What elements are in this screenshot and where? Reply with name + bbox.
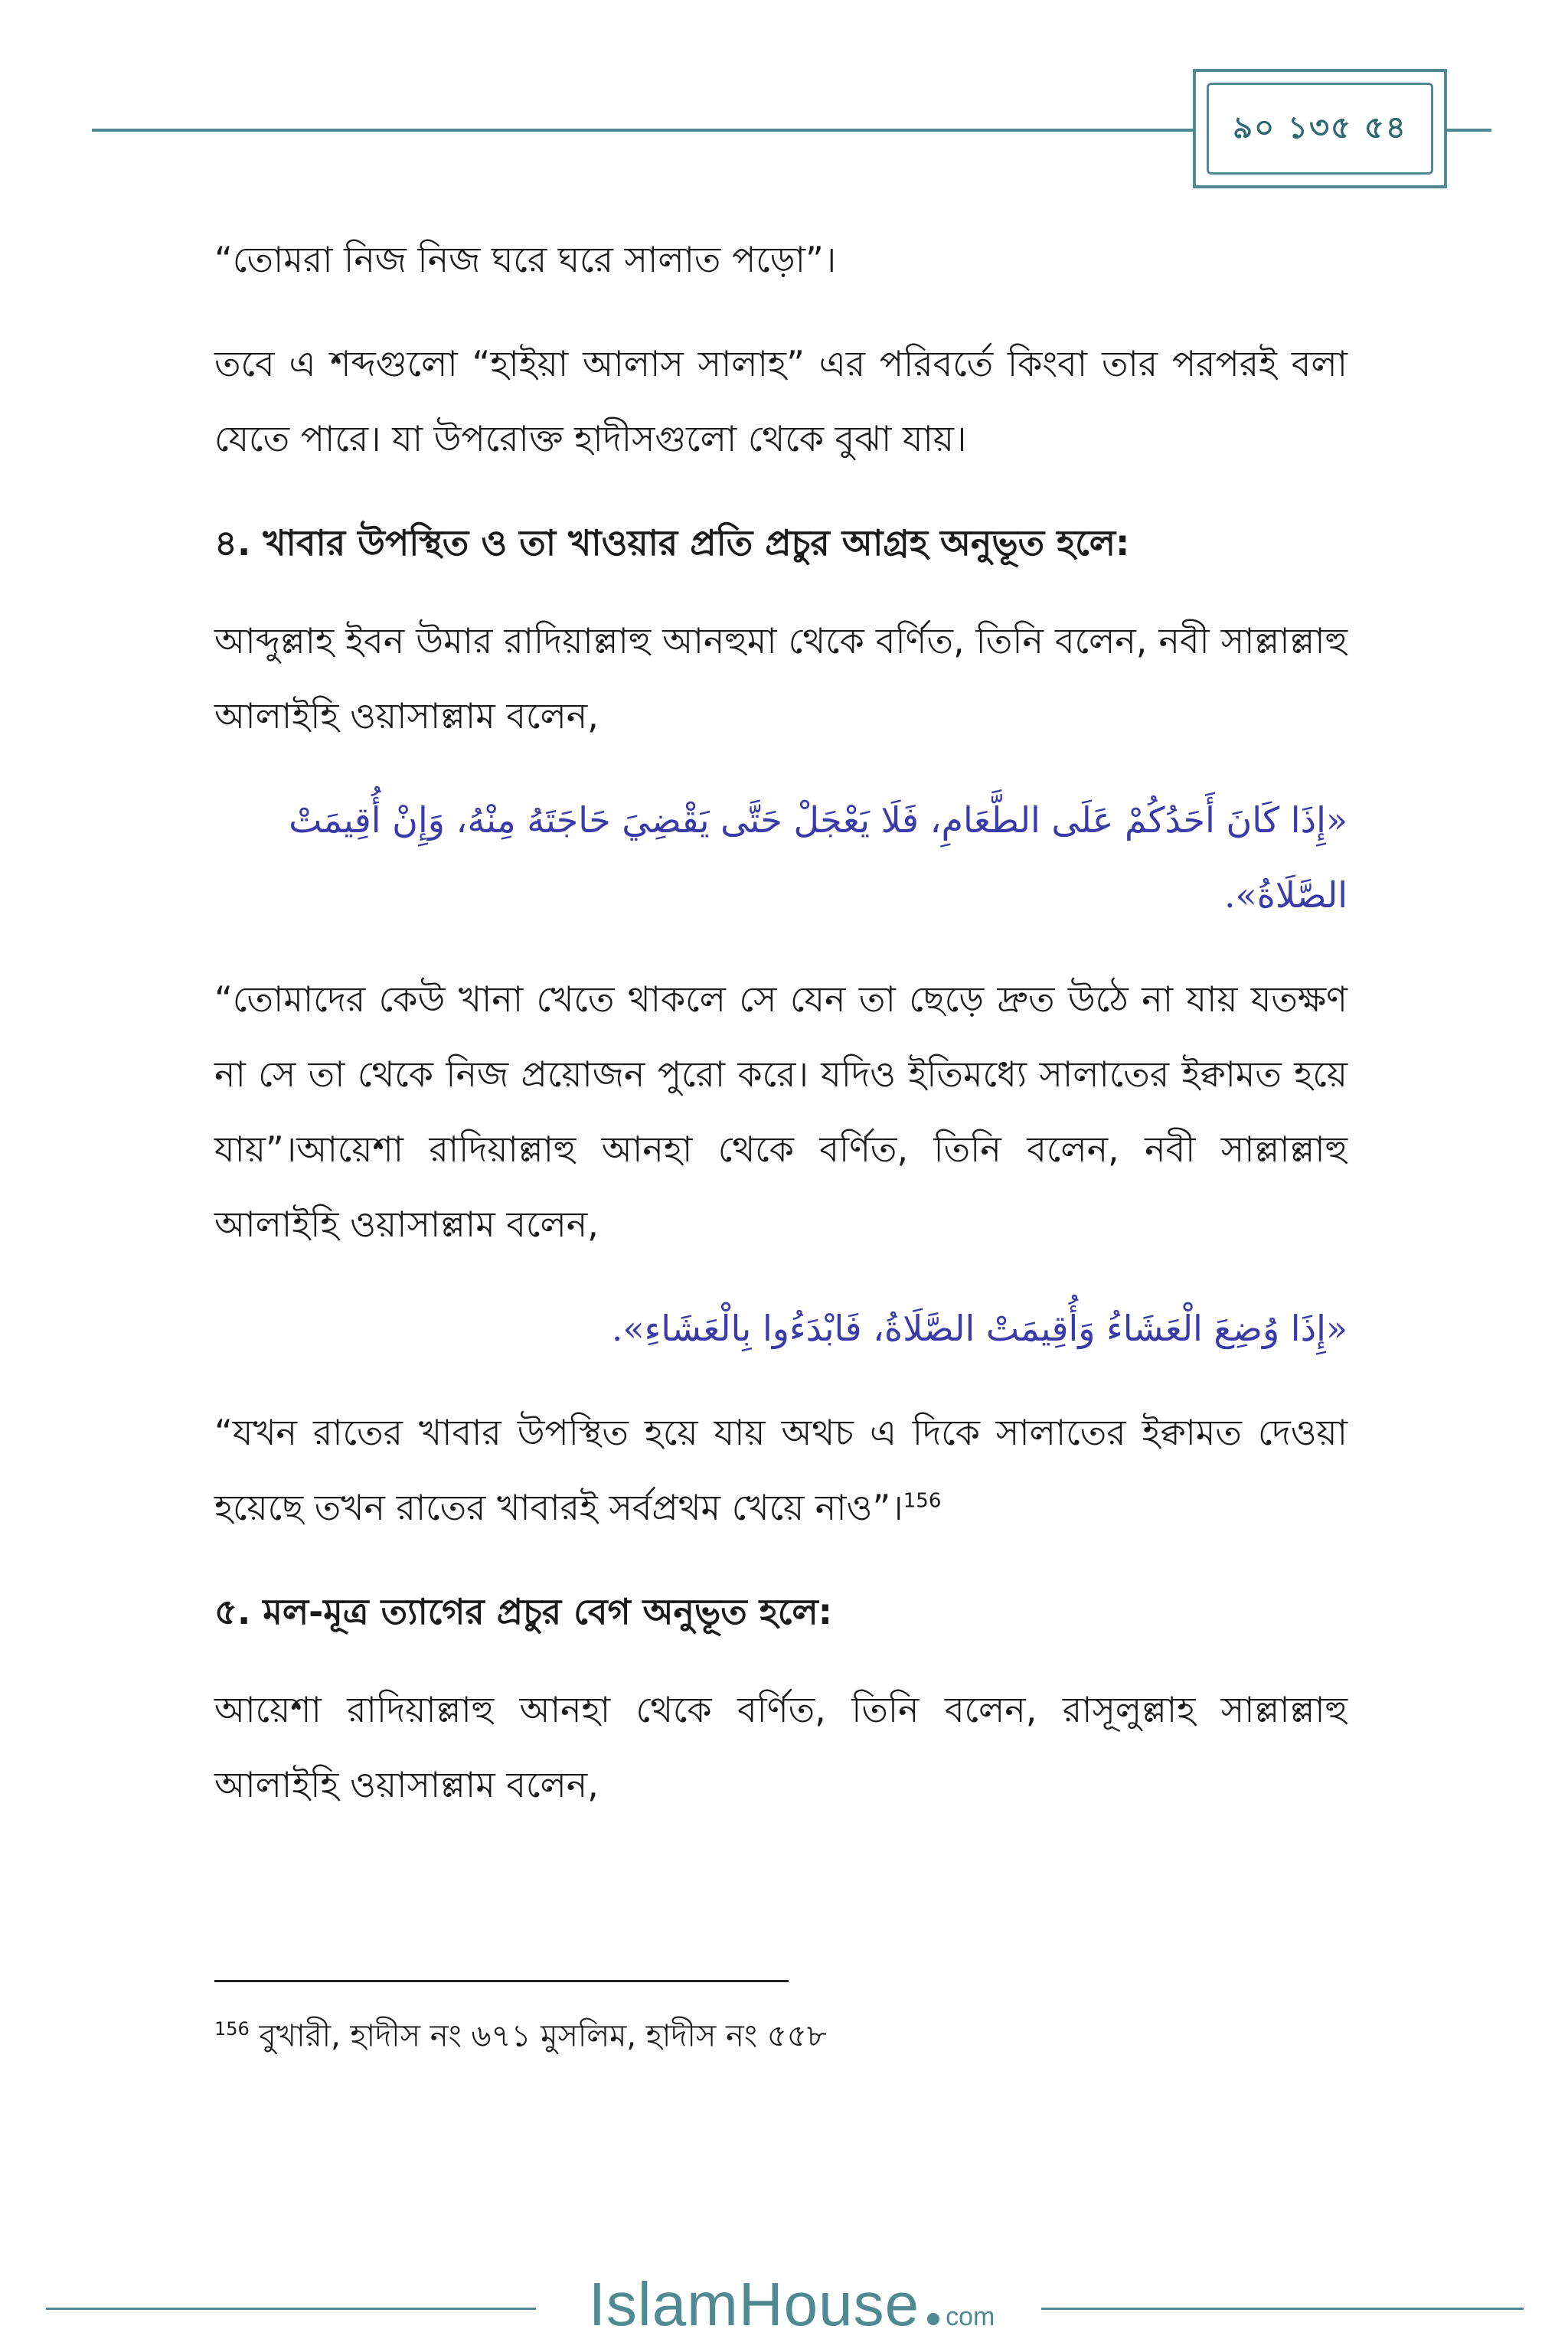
paragraph-1: “তোমরা নিজ নিজ ঘরে ঘরে সালাত পড়ো”। xyxy=(214,239,837,280)
section-heading-4: ৪. খাবার উপস্থিত ও তা খাওয়ার প্রতি প্রচুর আগ্রহ অনুভূত হলে: xyxy=(214,522,1130,564)
paragraph-3: আব্দুল্লাহ ইবন উমার রাদিয়াল্লাহু আনহুমা থেকে বর্ণিত, তিনি বলেন, নবী সাল্লাল্লাহু আলাইহি ওয়াসাল্লাম বলেন, xyxy=(214,620,1348,737)
paragraph-6: আয়েশা রাদিয়াল্লাহু আনহা থেকে বর্ণিত, তিনি বলেন, রাসূলুল্লাহ সাল্লাল্লাহু আলাইহি ওয়াসাল্লাম বলেন, xyxy=(214,1689,1348,1805)
page-body xyxy=(214,222,1348,1851)
paragraph-4: “তোমাদের কেউ খানা খেতে থাকলে সে যেন তা ছেড়ে দ্রুত উঠে না যায় যতক্ষণ না সে তা থেকে নিজ প্রয়োজন পুরো করে। যদিও ইতিমধ্যে সালাতের ইক্বামত হয়ে যায়”।আয়েশা রাদিয়াল্লাহু আনহা থেকে বর্ণিত, তিনি বলেন, নবী সাল্লাল্লাহু আলাইহি ওয়াসাল্লাম বলেন, xyxy=(214,978,1348,1245)
footnote-number: 156 xyxy=(214,2018,250,2040)
arabic-hadith-2: «إِذَا وُضِعَ الْعَشَاءُ وَأُقِيمَتْ الصَّلَاةُ، فَابْدَءُوا بِالْعَشَاءِ». xyxy=(611,1308,1348,1349)
paragraph-5 xyxy=(214,1395,1348,1545)
footnote-reference[interactable]: 156 xyxy=(903,1489,942,1513)
header-rule-left xyxy=(92,129,1194,132)
footnote-separator xyxy=(214,1980,789,1982)
paragraph-5-text: “যখন রাতের খাবার উপস্থিত হয়ে যায় অথচ এ দিকে সালাতের ইক্বামত দেওয়া হয়েছে তখন রাতের খাবারই সর্বপ্রথম খেয়ে নাও”। xyxy=(214,1412,1348,1528)
arabic-hadith-1: «إِذَا كَانَ أَحَدُكُمْ عَلَى الطَّعَامِ، فَلَا يَعْجَلْ حَتَّى يَقْضِيَ حَاجَتَهُ مِنْهُ، وَإِنْ أُقِيمَتْ الصَّلَاةُ». xyxy=(289,799,1348,916)
islamhouse-logo xyxy=(547,2269,1037,2346)
footer-rule-left xyxy=(46,2308,536,2310)
section-heading-5: ৫. মল-মূত্র ত্যাগের প্রচুর বেগ অনুভূত হলে: xyxy=(214,1591,833,1632)
header-rule-right xyxy=(1446,129,1491,132)
brand-dot-icon xyxy=(927,2313,939,2325)
footer-rule-right xyxy=(1041,2308,1524,2310)
brand-tld: com xyxy=(946,2302,995,2331)
paragraph-2: তবে এ শব্দগুলো “হাইয়া আলাস সালাহ” এর পরিবর্তে কিংবা তার পরপরই বলা যেতে পারে। যা উপরোক্ত হাদীসগুলো থেকে বুঝা যায়। xyxy=(214,343,1348,459)
footnote xyxy=(214,2006,1348,2059)
brand-name: IslamHouse xyxy=(588,2270,920,2338)
page-number-box xyxy=(1193,69,1447,188)
page-number: ৯০ ১৩৫ ৫৪ xyxy=(1207,83,1433,175)
footnote-text: বুখারী, হাদীস নং ৬৭১ মুসলিম, হাদীস নং ৫৫৮ xyxy=(249,2018,827,2054)
